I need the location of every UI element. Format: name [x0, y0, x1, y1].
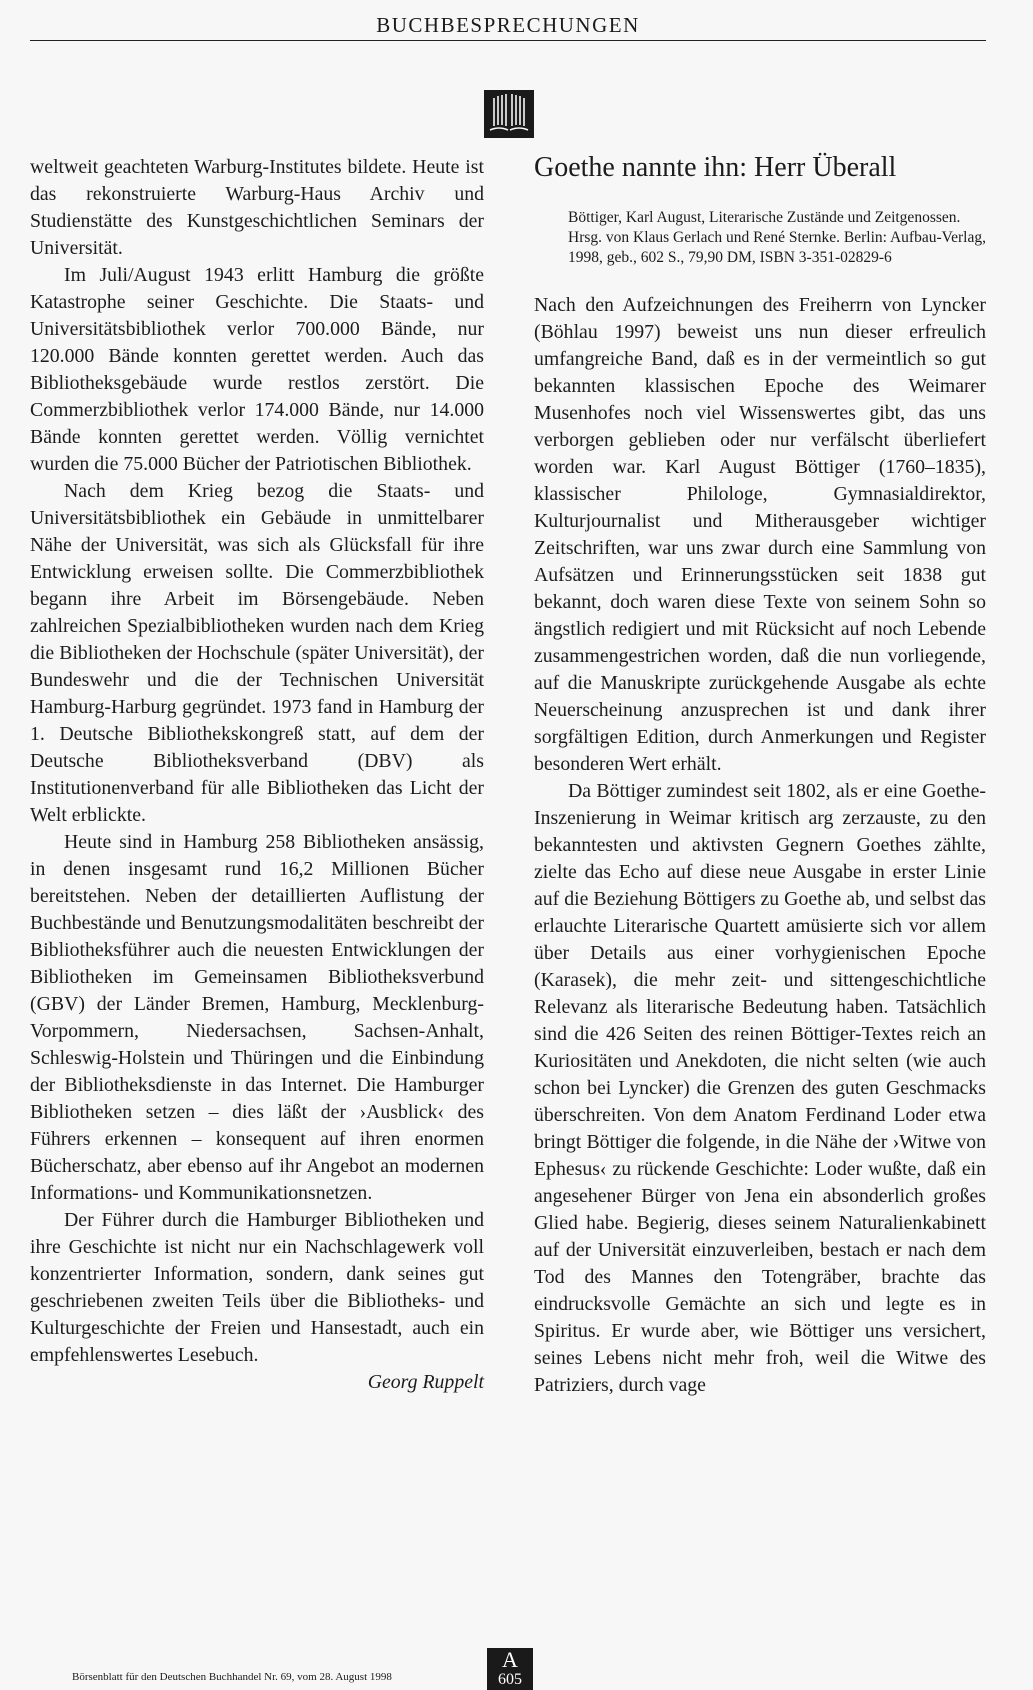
left-paragraph-1: weltweit geachteten Warburg-Institutes bildete. Heute ist das rekonstruierte Warburg-Haus Archiv und Studienstätte des Kunstgeschichtlichen Seminars der Universität. — [30, 156, 484, 259]
right-body — [534, 292, 986, 1399]
left-paragraph-4: Heute sind in Hamburg 258 Bibliotheken ansässig, in denen insgesamt rund 16,2 Millionen Bücher bereitstehen. Neben der detaillierten Auflistung der Buchbestände und Benutzungsmodalitäten beschreibt der Bibliotheksführer auch die neuesten Entwicklungen der Bibliotheken im Gemeinsamen Bibliotheksverbund (GBV) der Länder Bremen, Hamburg, Mecklenburg-Vorpommern, Niedersachsen, Sachsen-Anhalt, Schleswig-Holstein und Thüringen und die Einbindung der Bibliotheksdienste in das Internet. Die Hamburger Bibliotheken setzen – dies läßt der ›Ausblick‹ des Führers erkennen – konsequent auf ihren enormen Bücherschatz, aber ebenso auf ihr Angebot an modernen Informations- und Kommunikationsnetzen. — [30, 831, 484, 1204]
page-letter: A — [502, 1647, 518, 1672]
article-title: Goethe nannte ihn: Herr Überall — [534, 152, 897, 183]
left-paragraph-5: Der Führer durch die Hamburger Bibliotheken und ihre Geschichte ist nicht nur ein Nachschlagewerk voll konzentrierter Information, sondern, dank seines gut geschriebenen zweiten Teils über die Bibliotheks- und Kulturgeschichte der Freien und Hansestadt, auch ein empfehlenswertes Lesebuch. — [30, 1209, 484, 1366]
bibliographic-entry: Böttiger, Karl August, Literarische Zustände und Zeitgenossen. Hrsg. von Klaus Gerlach und René Sternke. Berlin: Aufbau-Verlag, 1998, geb., 602 S., 79,90 DM, ISBN 3-351-02829-6 — [568, 209, 986, 266]
right-paragraph-1: Nach den Aufzeichnungen des Freiherrn von Lyncker (Böhlau 1997) beweist uns nun dieser erfreulich umfangreiche Band, daß es in der vermeintlich so gut bekannten klassischen Epoche des Weimarer Musenhofes noch viel Wissenswertes gibt, das uns verborgen geblieben oder nur verfälscht überliefert worden war. Karl August Böttiger (1760–1835), klassischer Philologe, Gymnasialdirektor, Kulturjournalist und Mitherausgeber wichtiger Zeitschriften, war uns zwar durch eine Sammlung von Aufsätzen und Erinnerungsstücken seit 1838 gut bekannt, doch waren diese Texte von seinem Sohn so ängstlich redigiert und mit Rücksicht auf noch Lebende zusammengestrichen worden, daß die nun vorliegende, auf die Manuskripte zurückgehende Ausgabe als echte Neuerscheinung anzusprechen ist und dank ihrer sorgfältigen Edition, durch Anmerkungen und Register besonderen Wert erhält. — [534, 294, 986, 775]
left-column — [30, 154, 484, 1396]
running-header: BUCHBESPRECHUNGEN — [30, 10, 986, 41]
right-paragraph-2: Da Böttiger zumindest seit 1802, als er eine Goethe-Inszenierung in Weimar kritisch arg zerzauste, zu den bekanntesten und aktivsten Gegnern Goethes zählte, zielte das Echo auf diese neue Ausgabe in erster Linie auf die Beziehung Böttigers zu Goethe ab, und selbst das erlauchte Literarische Quartett amüsierte sich vor allem über Details aus einer vorhygienischen Epoche (Karasek), die mehr zeit- und sittengeschichtliche Relevanz als literarische Bedeutung haben. Tatsächlich sind die 426 Seiten des reinen Böttiger-Textes reich an Kuriositäten und Anekdoten, die nicht selten (wie auch schon bei Lyncker) die Grenzen des guten Geschmacks überschreiten. Von dem Anatom Ferdinand Loder etwa bringt Böttiger die folgende, in die Nähe der ›Witwe von Ephesus‹ zu rückende Geschichte: Loder wußte, daß ein angesehener Bürger von Jena ein absonderlich großes Glied habe. Begierig, dieses seinem Naturalienkabinett auf der Universität einzuverleiben, bestach er nach dem Tod des Mannes den Totengräber, brachte das eindrucksvolle Gemächte an sich und legte es in Spiritus. Er wurde aber, wie Böttiger uns versichert, seines Lebens nicht mehr froh, weil die Witwe des Patriziers, durch vage — [534, 780, 986, 1396]
book-icon — [484, 90, 534, 138]
left-paragraph-2: Im Juli/August 1943 erlitt Hamburg die größte Katastrophe seiner Geschichte. Die Staats- und Universitätsbibliothek verlor 700.000 Bände, nur 120.000 Bände konnten gerettet werden. Auch das Bibliotheksgebäude wurde restlos zerstört. Die Commerzbibliothek verlor 174.000 Bände, nur 14.000 Bände konnten gerettet werden. Völlig vernichtet wurden die 75.000 Bücher der Patriotischen Bibliothek. — [30, 264, 484, 475]
left-paragraph-3: Nach dem Krieg bezog die Staats- und Universitätsbibliothek ein Gebäude in unmittelbarer Nähe der Universität, was sich als Glücksfall für ihre Entwicklung erweisen sollte. Die Commerzbibliothek begann ihre Arbeit im Börsengebäude. Neben zahlreichen Spezialbibliotheken wurden nach dem Krieg die Bibliotheken der Hochschule (später Universität), der Bundeswehr und die der Technischen Universität Hamburg-Harburg gegründet. 1973 fand in Hamburg der 1. Deutsche Bibliothekskongreß statt, auf dem der Deutsche Bibliotheksverband (DBV) als Institutionenverband für alle Bibliotheken das Licht der Welt erblickte. — [30, 480, 484, 826]
page-number-badge — [487, 1648, 533, 1690]
page-number: 605 — [498, 1671, 522, 1688]
right-column — [534, 150, 986, 1399]
review-signature: Georg Ruppelt — [367, 1371, 484, 1393]
publication-footer: Börsenblatt für den Deutschen Buchhandel Nr. 69, vom 28. August 1998 — [72, 1671, 392, 1683]
